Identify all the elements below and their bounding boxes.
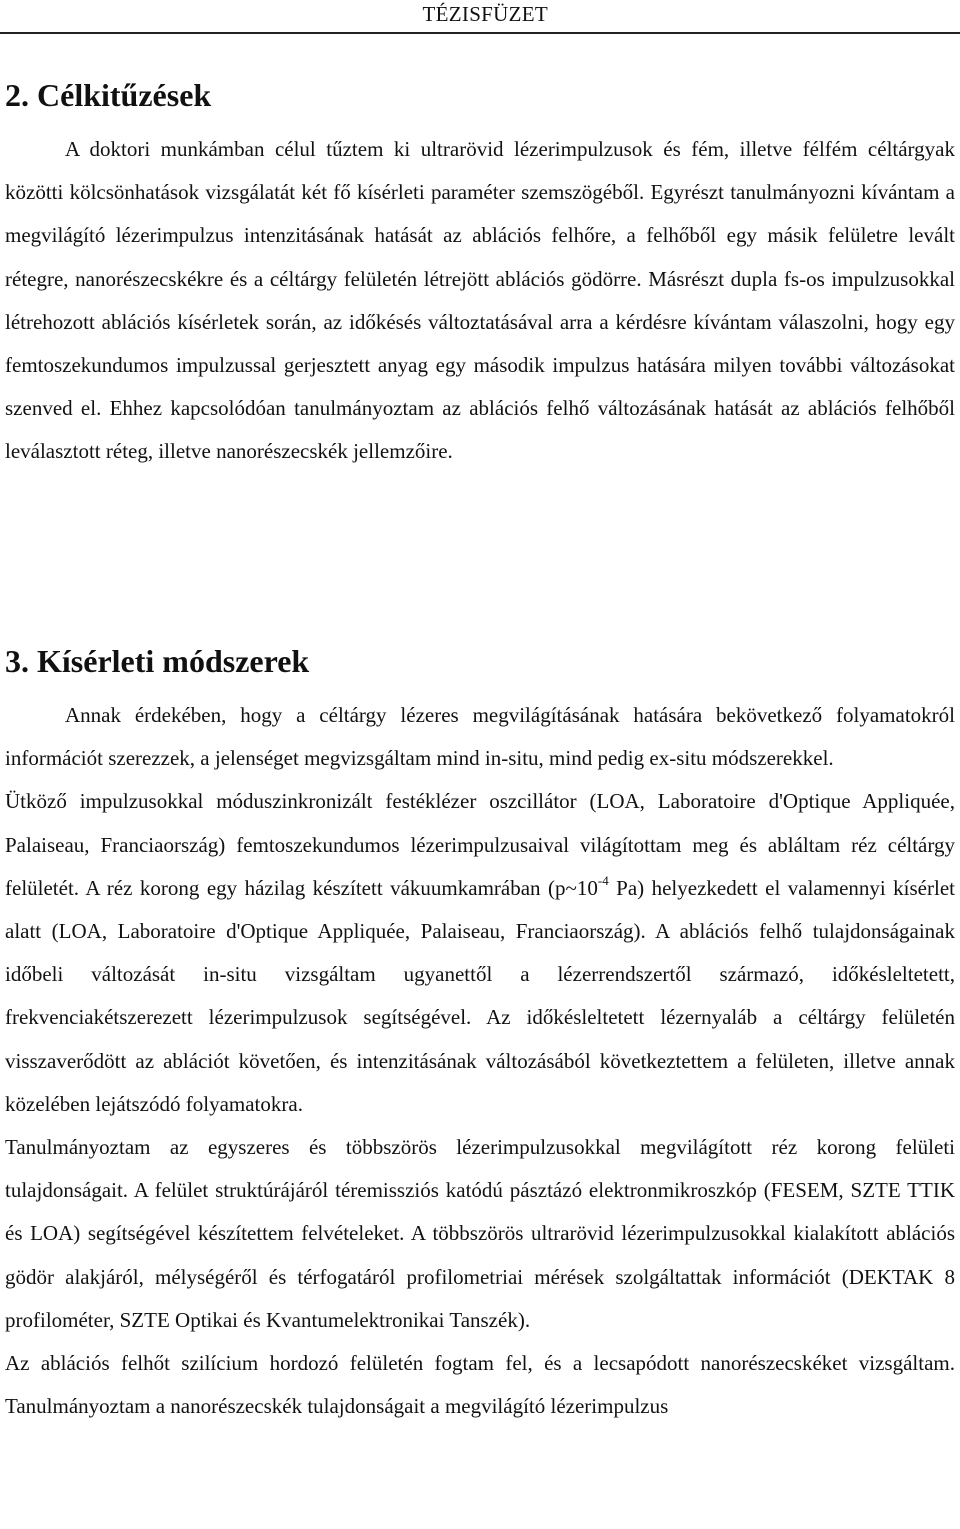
running-header: TÉZISFÜZET	[422, 2, 548, 26]
methods-paragraph-surface: Tanulmányoztam az egyszeres és többszörös lézerimpulzusokkal megvilágított réz korong felületi tulajdonságait. A felület struktúrájáról téremissziós katódú pásztázó elektronmikroszkóp (FESEM, SZTE TTIK és LOA) segítségével készítettem felvételeket. A többszörös ultrarövid lézerimpulzusokkal kialakított ablációs gödör alakjáról, mélységéről és térfogatáról profilometriai mérések szolgáltattak információt (DEKTAK 8 profilométer, SZTE Optikai és Kvantumelektronikai Tanszék).	[5, 1135, 955, 1332]
document-body	[5, 62, 955, 1428]
laser-text-part1: Ütköző impulzusokkal móduszinkronizált festéklézer oszcillátor (LOA, Laboratoire d'Optique Appliquée, Palaiseau, Franciaország) femtoszekundumos lézerimpulzusaival világítottam meg és abláltam réz céltárgy felületét. A réz korong egy házilag készített vákuumkamrában (p~10	[5, 789, 955, 900]
section-heading-objectives: 2. Célkitűzések	[5, 77, 212, 113]
section-objectives	[5, 62, 955, 628]
section-methods	[5, 628, 955, 1428]
methods-paragraph-laser	[5, 780, 955, 1126]
laser-text-part2: Pa) helyezkedett el valamennyi kísérlet alatt (LOA, Laboratoire d'Optique Appliquée, Palaiseau, Franciaország). A ablációs felhő tulajdonságainak időbeli változását in-situ vizsgáltam ugyanettől a lézerrendszertől származó, időkésleltetett, frekvenciakétszerezett lézerimpulzusok segítségével. Az időkésleltetett lézernyaláb a céltárgy felületén visszaverődött az ablációt követően, és intenzitásának változásából következtettem a felületen, illetve annak közelében lejátszódó folyamatokra.	[5, 875, 955, 1116]
header-divider	[0, 32, 960, 34]
methods-paragraph-nanoparticles: Az ablációs felhőt szilícium hordozó felületén fogtam fel, és a lecsapódott nanorészecskéket vizsgáltam. Tanulmányoztam a nanorészecskék tulajdonságait a megvilágító lézerimpulzus	[5, 1351, 955, 1419]
pressure-exponent: -4	[597, 872, 609, 888]
objectives-paragraph: A doktori munkámban célul tűztem ki ultrarövid lézerimpulzusok és fém, illetve félfém céltárgyak közötti kölcsönhatások vizsgálatát két fő kísérleti paraméter szemszögéből. Egyrészt tanulmányozni kívántam a megvilágító lézerimpulzus intenzitásának hatását az ablációs felhőre, a felhőből egy másik felületre levált rétegre, nanorészecskékre és a céltárgy felületén létrejött ablációs gödörre. Másrészt dupla fs-os impulzusokkal létrehozott ablációs kísérletek során, az időkésés változtatásával arra a kérdésre kívántam válaszolni, hogy egy femtoszekundumos impulzussal gerjesztett anyag egy második impulzus hatására milyen további változásokat szenved el. Ehhez kapcsolódóan tanulmányoztam az ablációs felhő változásának hatását az ablációs felhőből leválasztott réteg, illetve nanorészecskék jellemzőire.	[5, 137, 955, 464]
section-heading-methods: 3. Kísérleti módszerek	[5, 643, 310, 679]
methods-paragraph-intro: Annak érdekében, hogy a céltárgy lézeres megvilágításának hatására bekövetkező folyamatokról információt szerezzek, a jelenséget megvizsgáltam mind in-situ, mind pedig ex-situ módszerekkel.	[5, 703, 955, 771]
